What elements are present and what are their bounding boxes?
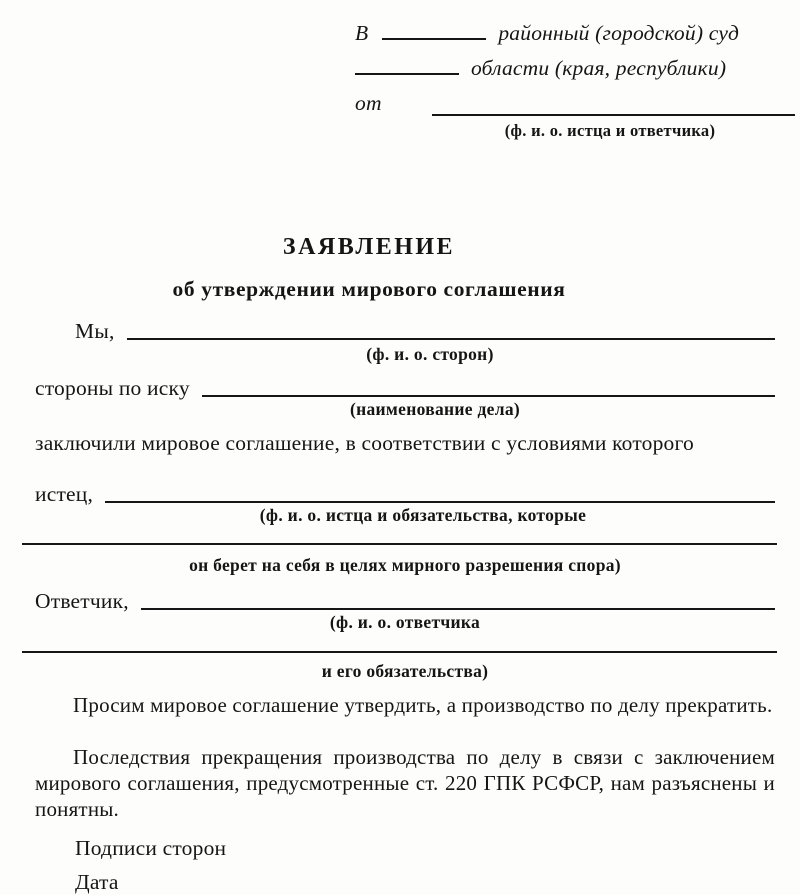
document-body <box>35 318 775 895</box>
header-line-court <box>355 16 795 51</box>
plaintiff-field <box>35 481 775 507</box>
intro-text: заключили мировое соглашение, в соответствии с условиями которого <box>35 431 694 455</box>
court-header-block <box>355 16 795 141</box>
plaintiff-continuation-caption: он берет на себя в целях мирного разрешения спора) <box>189 555 621 575</box>
defendant-field <box>35 588 775 614</box>
defendant-continuation-blank[interactable] <box>22 651 777 653</box>
defendant-label: Ответчик, <box>35 589 129 613</box>
request-paragraph: Просим мировое соглашение утвердить, а производство по делу прекратить. <box>73 693 773 717</box>
header-court-suffix: районный (городской) суд <box>498 21 740 45</box>
defendant-caption: (ф. и. о. ответчика <box>329 612 481 632</box>
consequences-paragraph: Последствия прекращения производства по делу в связи с заключением мирового соглашения, предусмотренные ст. 220 ГПК РСФСР, нам разъяснены и понятны. <box>35 745 775 821</box>
parties-label: Мы, <box>75 319 115 343</box>
court-name-blank[interactable] <box>382 17 486 41</box>
parties-caption: (ф. и. о. сторон) <box>366 344 494 364</box>
case-blank[interactable] <box>202 395 775 397</box>
defendant-continuation-caption: и его обязательства) <box>321 661 489 681</box>
header-line-region <box>355 51 795 86</box>
header-line-from <box>355 86 795 121</box>
header-region-suffix: области (края, республики) <box>471 56 727 80</box>
date-line: Дата <box>75 870 119 894</box>
region-name-blank[interactable] <box>355 52 459 76</box>
header-caption: (ф. и. о. истца и ответчика) <box>504 121 716 140</box>
case-label: стороны по иску <box>35 376 190 400</box>
plaintiff-continuation-blank[interactable] <box>22 543 777 545</box>
parties-blank[interactable] <box>127 338 775 340</box>
parties-field <box>35 318 775 344</box>
header-from-prefix: от <box>355 91 382 115</box>
header-court-prefix: В <box>355 21 369 45</box>
plaintiff-blank[interactable] <box>105 501 775 503</box>
defendant-blank[interactable] <box>141 608 775 610</box>
case-field <box>35 375 775 401</box>
document-title: ЗАЯВЛЕНИЕ <box>282 234 456 260</box>
document-subtitle: об утверждении мирового соглашения <box>172 277 566 301</box>
plaintiff-label: истец, <box>35 482 94 506</box>
plaintiff-caption: (ф. и. о. истца и обязательства, которые <box>259 505 587 525</box>
applicants-names-blank[interactable] <box>432 112 795 116</box>
signatures-line: Подписи сторон <box>75 836 227 860</box>
case-caption: (наименование дела) <box>349 399 521 419</box>
